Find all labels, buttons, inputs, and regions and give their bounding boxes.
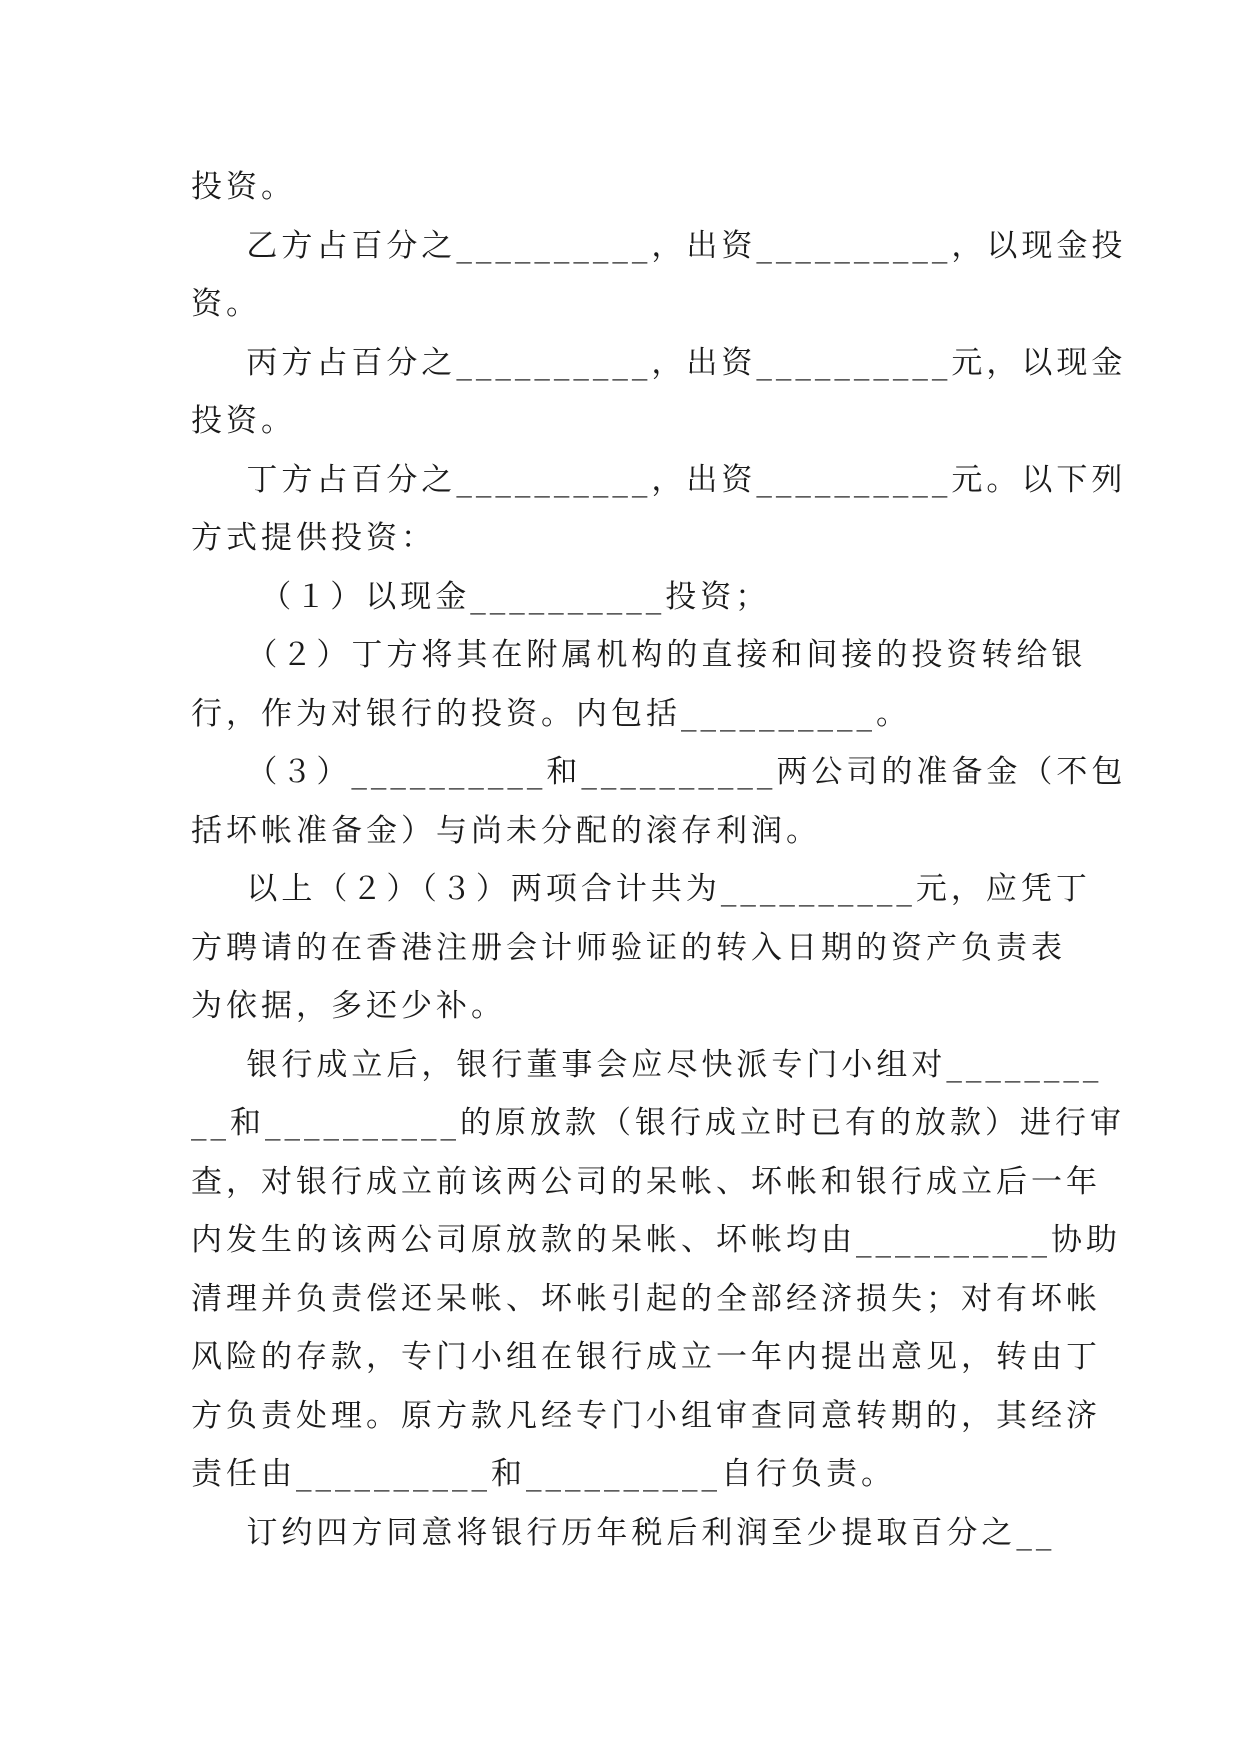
text-line: 行，作为对银行的投资。内包括__________。 xyxy=(191,695,911,732)
text-line: 风险的存款，专门小组在银行成立一年内提出意见，转由丁 xyxy=(191,1339,1101,1375)
text-line: 乙方占百分之__________，出资__________，以现金投 xyxy=(191,227,1127,264)
text-line: 括坏帐准备金）与尚未分配的滚存利润。 xyxy=(191,812,821,849)
text-line: 方负责处理。原方款凡经专门小组审查同意转期的，其经济 xyxy=(191,1397,1101,1434)
text-line: 资。 xyxy=(191,286,261,322)
text-line: 方式提供投资： xyxy=(191,520,436,556)
text-line: 查，对银行成立前该两公司的呆帐、坏帐和银行成立后一年 xyxy=(191,1163,1101,1200)
text-line: 银行成立后，银行董事会应尽快派专门小组对________ xyxy=(191,1046,1103,1083)
text-line: 方聘请的在香港注册会计师验证的转入日期的资产负责表 xyxy=(191,929,1066,966)
text-line: 清理并负责偿还呆帐、坏帐引起的全部经济损失；对有坏帐 xyxy=(191,1280,1101,1317)
document-body xyxy=(191,158,1127,1562)
text-line: 内发生的该两公司原放款的呆帐、坏帐均由__________协助 xyxy=(191,1222,1121,1258)
text-line: 投资。 xyxy=(191,169,296,205)
text-line: 投资。 xyxy=(191,403,296,439)
text-line: （１）以现金__________投资； xyxy=(191,578,771,615)
text-line: （２）丁方将其在附属机构的直接和间接的投资转给银 xyxy=(191,637,1087,673)
text-line: 丁方占百分之__________，出资__________元。以下列 xyxy=(191,461,1127,498)
text-line: 丙方占百分之__________，出资__________元，以现金 xyxy=(191,344,1127,381)
text-line: __和__________的原放款（银行成立时已有的放款）进行审 xyxy=(191,1105,1125,1141)
text-line: 为依据，多还少补。 xyxy=(191,988,506,1024)
text-line: 订约四方同意将银行历年税后利润至少提取百分之__ xyxy=(191,1514,1056,1551)
text-line: 责任由__________和__________自行负责。 xyxy=(191,1456,896,1492)
text-line: （３）__________和__________两公司的准备金（不包 xyxy=(191,754,1127,790)
text-line: 以上（２）（３）两项合计共为__________元，应凭丁 xyxy=(191,871,1091,907)
